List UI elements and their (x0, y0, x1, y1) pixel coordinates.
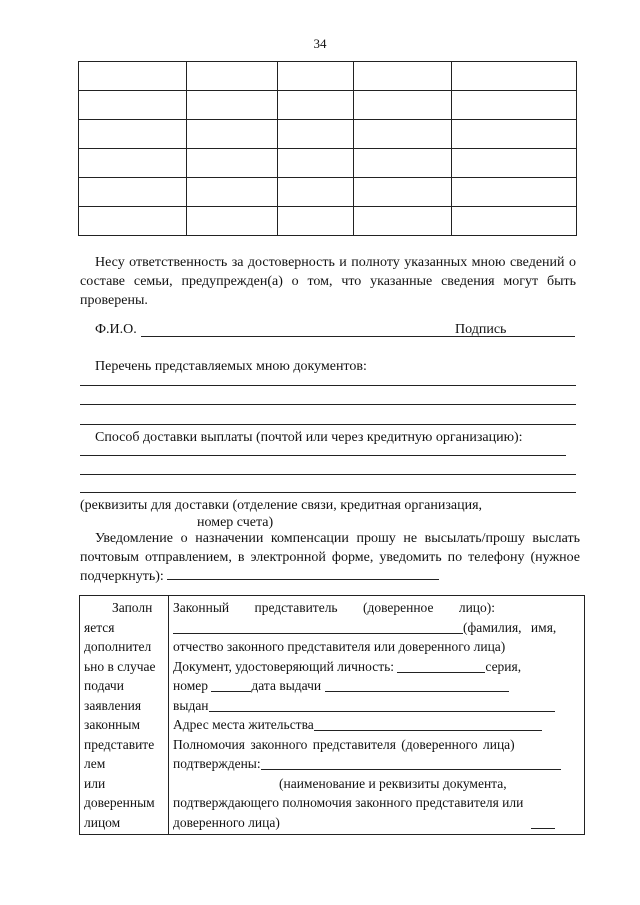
table-cell[interactable] (452, 91, 577, 120)
declaration-text: Несу ответственность за достоверность и полноту указанных мною сведений о составе семьи, предупрежден(а) о том, что указанные сведения могут быть проверены. (80, 255, 576, 308)
rep-line-12 (173, 813, 580, 833)
rep-line-4 (173, 657, 580, 677)
representative-table (79, 595, 585, 835)
address-label: Адрес места жительства (173, 717, 314, 732)
table-cell[interactable] (278, 91, 354, 120)
notification-field[interactable] (167, 567, 439, 580)
rep-line-7 (173, 715, 580, 735)
issued-by-label: выдан (173, 697, 209, 713)
table-cell[interactable] (79, 120, 187, 149)
address-field[interactable] (314, 716, 542, 731)
table-cell[interactable] (278, 149, 354, 178)
issued-by-field[interactable] (209, 697, 555, 712)
note-line: подачи (84, 678, 124, 693)
note-line: доверенным (84, 795, 155, 810)
signature-label: Подпись (455, 322, 507, 337)
id-document-label: Документ, удостоверяющий личность: (173, 658, 395, 674)
table-cell[interactable] (79, 207, 187, 236)
rep-line-8: Полномочия законного представителя (доверенного лица) (173, 736, 515, 752)
table-cell[interactable] (354, 91, 452, 120)
note-line: ьно в случае (84, 658, 156, 674)
table-cell[interactable] (79, 62, 187, 91)
table-cell[interactable] (354, 149, 452, 178)
table-row (79, 91, 577, 120)
table-row (80, 596, 585, 835)
table-cell[interactable] (187, 178, 278, 207)
notification-text (80, 529, 580, 586)
authority-field[interactable] (261, 755, 561, 770)
number-field[interactable] (211, 677, 251, 692)
rep-line-1: Законный представитель (доверенное лицо): (173, 600, 496, 615)
page-number: 34 (313, 36, 327, 51)
table-cell[interactable] (452, 120, 577, 149)
table-cell[interactable] (354, 120, 452, 149)
table-cell[interactable] (187, 149, 278, 178)
issue-date-field[interactable] (325, 677, 509, 692)
rep-name-hint: (фамилия, имя, (463, 619, 557, 635)
delivery-note-2: номер счета) (197, 515, 274, 530)
delivery-line-2[interactable] (80, 474, 576, 475)
rep-line-6 (173, 696, 580, 716)
table-cell[interactable] (187, 62, 278, 91)
note-line: лем или (84, 756, 106, 791)
rep-line-5 (173, 676, 580, 696)
rep-line-11: подтверждающего полномочия законного представителя или (173, 795, 524, 810)
note-line: лицом (84, 814, 121, 830)
table-cell[interactable] (452, 207, 577, 236)
table-cell[interactable] (278, 120, 354, 149)
documents-line-1[interactable] (80, 385, 576, 386)
authority-label: подтверждены: (173, 756, 261, 771)
rep-line-9 (173, 754, 580, 774)
table-cell[interactable] (187, 91, 278, 120)
table-row (79, 62, 577, 91)
table-cell[interactable] (354, 62, 452, 91)
authority-note-field[interactable] (531, 814, 555, 829)
note-line: Заполн (112, 600, 153, 615)
delivery-note-1: (реквизиты для доставки (отделение связи, кредитная организация, (80, 498, 483, 513)
table-cell[interactable] (354, 207, 452, 236)
table-cell[interactable] (278, 62, 354, 91)
family-table (78, 61, 577, 236)
note-line: дополнител (84, 639, 152, 654)
delivery-line-3[interactable] (80, 492, 576, 493)
table-row (79, 207, 577, 236)
rep-line-10: (наименование и реквизиты документа, (279, 775, 507, 791)
table-row (79, 178, 577, 207)
table-cell[interactable] (354, 178, 452, 207)
note-line: представите (84, 736, 155, 752)
note-line: заявления (84, 697, 142, 713)
delivery-line-1[interactable] (80, 455, 566, 456)
issue-date-label: дата выдачи (251, 678, 322, 693)
delivery-label: Способ доставки выплаты (почтой или через кредитную организацию): (95, 430, 523, 445)
table-cell[interactable] (452, 178, 577, 207)
table-row (79, 149, 577, 178)
table-cell[interactable] (79, 178, 187, 207)
authority-note: доверенного лица) (173, 814, 280, 830)
table-cell[interactable] (278, 207, 354, 236)
rep-line-3: отчество законного представителя или доверенного лица) (173, 639, 506, 654)
rep-name-field[interactable] (173, 619, 463, 634)
documents-label: Перечень представляемых мною документов: (95, 359, 367, 374)
table-cell[interactable] (278, 178, 354, 207)
signature-field[interactable] (517, 336, 575, 337)
number-label: номер (173, 678, 209, 693)
representative-note-cell (80, 596, 169, 835)
table-cell[interactable] (79, 91, 187, 120)
documents-line-3[interactable] (80, 424, 576, 425)
note-line: законным (84, 717, 141, 732)
table-cell[interactable] (187, 207, 278, 236)
series-label: серия, (485, 658, 522, 674)
table-row (79, 120, 577, 149)
fio-label: Ф.И.О. (95, 322, 137, 337)
table-cell[interactable] (452, 149, 577, 178)
table-cell[interactable] (452, 62, 577, 91)
representative-fields-cell (169, 596, 585, 835)
table-cell[interactable] (187, 120, 278, 149)
table-cell[interactable] (79, 149, 187, 178)
note-line: яется (84, 619, 115, 635)
documents-line-2[interactable] (80, 404, 576, 405)
notification-label: Уведомление о назначении компенсации прошу не высылать/прошу выслать почтовым отправлением, в электронной форме, уведомить по телефону (нужное подчеркнуть): (80, 531, 580, 584)
id-document-field[interactable] (397, 658, 485, 673)
rep-line-2 (173, 618, 580, 638)
